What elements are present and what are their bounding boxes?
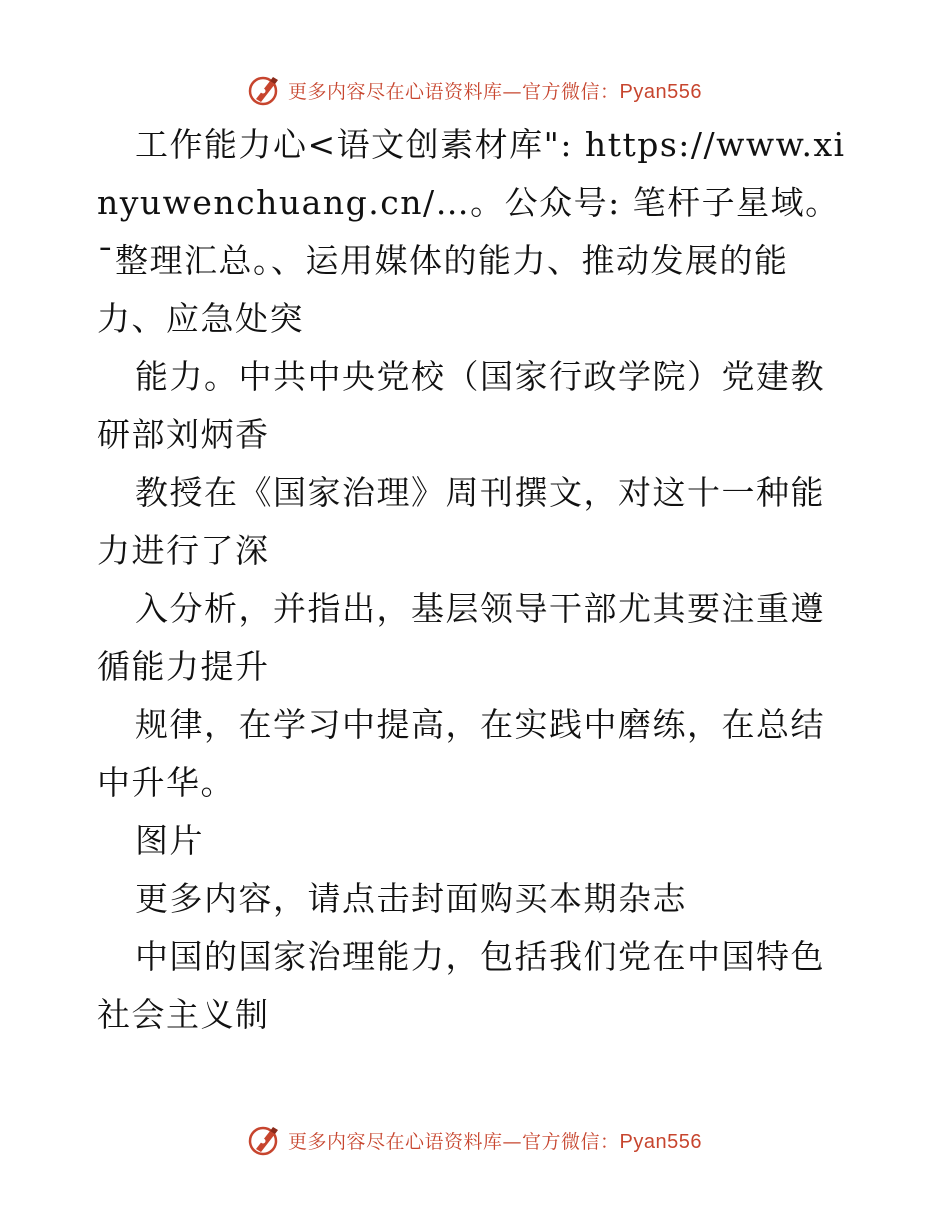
header-banner (0, 70, 950, 110)
paragraph: 规律，在学习中提高，在实践中磨练，在总结中升华。 (97, 705, 825, 802)
footer-banner (0, 1120, 950, 1160)
pen-logo-icon (248, 1123, 282, 1157)
paragraph: 教授在《国家治理》周刊撰文，对这十一种能力进行了深 (97, 473, 825, 570)
banner-text: 更多内容尽在心语资料库—官方微信：Pyan556 (288, 80, 702, 103)
paragraph: 入分析，并指出，基层领导干部尤其要注重遵循能力提升 (97, 589, 825, 686)
pen-logo-icon (248, 73, 282, 107)
banner-text: 更多内容尽在心语资料库—官方微信：Pyan556 (288, 1130, 702, 1153)
paragraph: 中国的国家治理能力，包括我们党在中国特色社会主义制 (97, 937, 825, 1034)
paragraph: 工作能力心<语文创素材库": https://www.xinyuwenchuang.cn/…。公众号: 笔杆子星域。¯整理汇总。、运用媒体的能力、推动发展的能力、应急处突 (97, 125, 846, 338)
paragraph: 能力。中共中央党校（国家行政学院）党建教研部刘炳香 (97, 357, 825, 454)
paragraph: 更多内容，请点击封面购买本期杂志 (135, 879, 687, 918)
document-body (97, 116, 853, 1044)
paragraph-image-caption: 图片 (135, 821, 204, 860)
